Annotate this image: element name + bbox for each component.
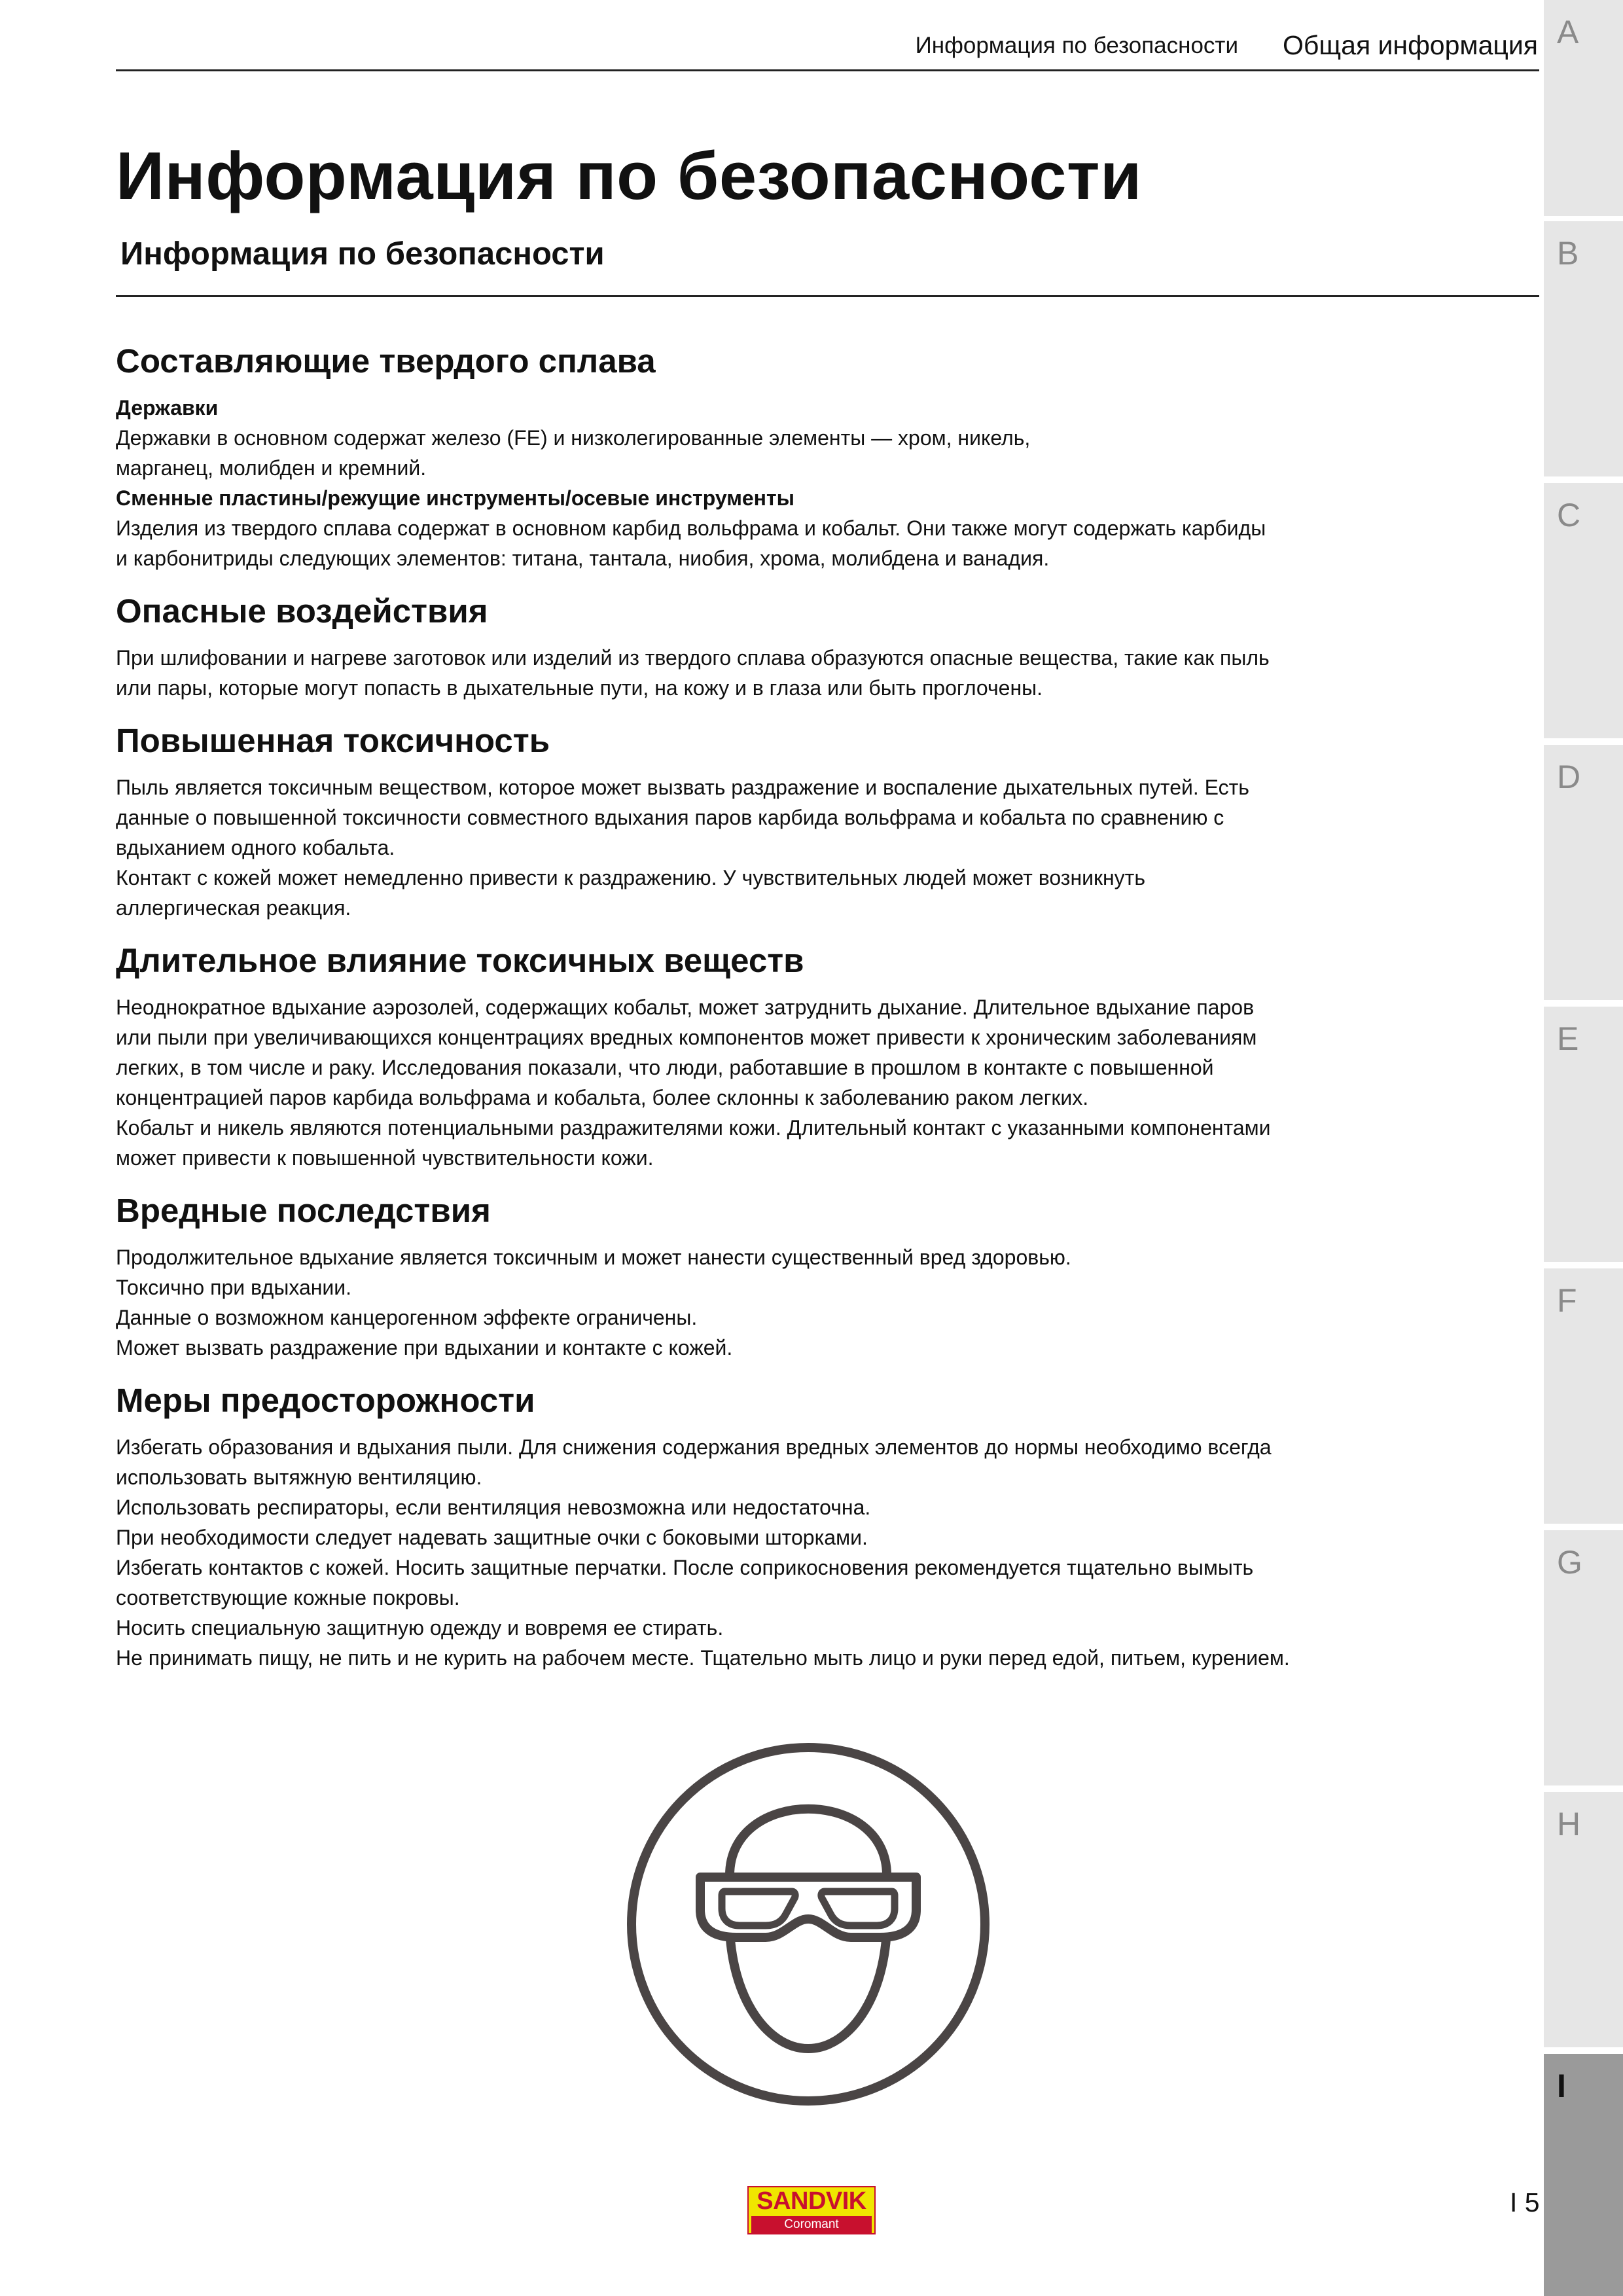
tab-label: C bbox=[1557, 497, 1581, 533]
paragraph-line: При шлифовании и нагреве заготовок или изделий из твердого сплава образуются опасные вещества, такие как пыль bbox=[116, 646, 1270, 670]
tab-d[interactable] bbox=[1544, 745, 1623, 1000]
paragraph-line: данные о повышенной токсичности совместного вдыхания паров карбида вольфрама и кобальта по сравнению с bbox=[116, 806, 1224, 829]
paragraph-line: концентрацией паров карбида вольфрама и кобальта, более склонны к заболеванию раком легких. bbox=[116, 1086, 1089, 1109]
paragraph-line: Контакт с кожей может немедленно привести к раздражению. У чувствительных людей может возникнуть bbox=[116, 866, 1145, 889]
section bbox=[116, 1189, 1320, 1363]
section bbox=[116, 939, 1320, 1173]
page-subtitle: Информация по безопасности bbox=[120, 236, 605, 272]
paragraph-line: Не принимать пищу, не пить и не курить на рабочем месте. Тщательно мыть лицо и руки перед едой, питьем, курением. bbox=[116, 1646, 1290, 1670]
section-heading: Меры предосторожности bbox=[116, 1382, 535, 1419]
tab-e[interactable] bbox=[1544, 1007, 1623, 1262]
section bbox=[116, 589, 1320, 703]
running-header bbox=[116, 26, 1539, 71]
paragraph-line: При необходимости следует надевать защитные очки с боковыми шторками. bbox=[116, 1526, 868, 1549]
paragraph-line: Продолжительное вдыхание является токсичным и может нанести существенный вред здоровью. bbox=[116, 1246, 1071, 1269]
subheading: Сменные пластины/режущие инструменты/осевые инструменты bbox=[116, 486, 794, 510]
tab-i[interactable] bbox=[1544, 2054, 1623, 2296]
safety-goggles-mandatory-icon bbox=[625, 1741, 991, 2108]
tab-h[interactable] bbox=[1544, 1792, 1623, 2047]
paragraph-line: Токсично при вдыхании. bbox=[116, 1276, 352, 1299]
paragraph-line: Державки в основном содержат железо (FE) и низколегированные элементы — хром, никель, bbox=[116, 426, 1031, 450]
section bbox=[116, 1378, 1320, 1673]
tab-label: I bbox=[1557, 2068, 1566, 2104]
section-heading: Вредные последствия bbox=[116, 1192, 491, 1229]
paragraph-line: Носить специальную защитную одежду и вовремя ее стирать. bbox=[116, 1616, 724, 1640]
subheading: Державки bbox=[116, 396, 219, 420]
paragraph-line: или пыли при увеличивающихся концентрациях вредных компонентов может привести к хроническим заболеваниям bbox=[116, 1026, 1257, 1049]
tab-label: D bbox=[1557, 759, 1581, 795]
paragraph-line: Избегать контактов с кожей. Носить защитные перчатки. После соприкосновения рекомендуется тщательно вымыть bbox=[116, 1556, 1254, 1579]
paragraph-line: Кобальт и никель являются потенциальными раздражителями кожи. Длительный контакт с указанными компонентами bbox=[116, 1116, 1271, 1139]
paragraph-line: Может вызвать раздражение при вдыхании и контакте с кожей. bbox=[116, 1336, 733, 1359]
tab-c[interactable] bbox=[1544, 483, 1623, 738]
paragraph-line: может привести к повышенной чувствительности кожи. bbox=[116, 1146, 654, 1170]
header-chapter-title: Общая информация bbox=[1283, 30, 1538, 60]
paragraph-line: Пыль является токсичным веществом, которое может вызвать раздражение и воспаление дыхательных путей. Есть bbox=[116, 776, 1249, 799]
tab-label: E bbox=[1557, 1020, 1579, 1057]
tab-label: A bbox=[1557, 14, 1579, 50]
logo-subbrand: Coromant bbox=[751, 2216, 872, 2233]
paragraph-line: Неоднократное вдыхание аэрозолей, содержащих кобальт, может затруднить дыхание. Длительное вдыхание паров bbox=[116, 996, 1255, 1019]
section-heading: Составляющие твердого сплава bbox=[116, 342, 656, 380]
tab-label: B bbox=[1557, 235, 1579, 272]
document-body bbox=[116, 339, 1320, 1689]
paragraph-line: Избегать образования и вдыхания пыли. Для снижения содержания вредных элементов до нормы необходимо всегда bbox=[116, 1435, 1272, 1459]
paragraph-line: марганец, молибден и кремний. bbox=[116, 456, 427, 480]
page-title: Информация по безопасности bbox=[116, 138, 1142, 213]
tab-g[interactable] bbox=[1544, 1530, 1623, 1785]
title-divider bbox=[116, 295, 1539, 297]
logo-brand: SANDVIK bbox=[757, 2187, 866, 2215]
tab-label: H bbox=[1557, 1806, 1581, 1842]
tab-label: F bbox=[1557, 1282, 1577, 1319]
paragraph-line: вдыханием одного кобальта. bbox=[116, 836, 395, 859]
paragraph-line: соответствующие кожные покровы. bbox=[116, 1586, 460, 1609]
paragraph-line: или пары, которые могут попасть в дыхательные пути, на кожу и в глаза или быть проглочены. bbox=[116, 676, 1043, 700]
header-section-title: Информация по безопасности bbox=[915, 33, 1238, 58]
paragraph-line: легких, в том числе и раку. Исследования показали, что люди, работавшие в прошлом в контакте с повышенной bbox=[116, 1056, 1214, 1079]
paragraph-line: аллергическая реакция. bbox=[116, 896, 351, 920]
tab-a[interactable] bbox=[1544, 0, 1623, 216]
paragraph-line: использовать вытяжную вентиляцию. bbox=[116, 1465, 482, 1489]
page-number: I 5 bbox=[1510, 2187, 1540, 2217]
tab-label: G bbox=[1557, 1544, 1582, 1581]
section bbox=[116, 719, 1320, 923]
paragraph-line: Использовать респираторы, если вентиляция невозможна или недостаточна. bbox=[116, 1496, 871, 1519]
sandvik-coromant-logo bbox=[747, 2186, 876, 2234]
section bbox=[116, 339, 1320, 573]
tab-f[interactable] bbox=[1544, 1268, 1623, 1524]
section-heading: Повышенная токсичность bbox=[116, 722, 550, 759]
section-heading: Длительное влияние токсичных веществ bbox=[116, 942, 804, 979]
chapter-tabs bbox=[1544, 0, 1623, 2296]
section-heading: Опасные воздействия bbox=[116, 592, 488, 630]
paragraph-line: Изделия из твердого сплава содержат в основном карбид вольфрама и кобальт. Они также могут содержать карбиды bbox=[116, 516, 1266, 540]
paragraph-line: и карбонитриды следующих элементов: титана, тантала, ниобия, хрома, молибдена и ванадия. bbox=[116, 547, 1050, 570]
paragraph-line: Данные о возможном канцерогенном эффекте ограничены. bbox=[116, 1306, 698, 1329]
tab-b[interactable] bbox=[1544, 221, 1623, 476]
